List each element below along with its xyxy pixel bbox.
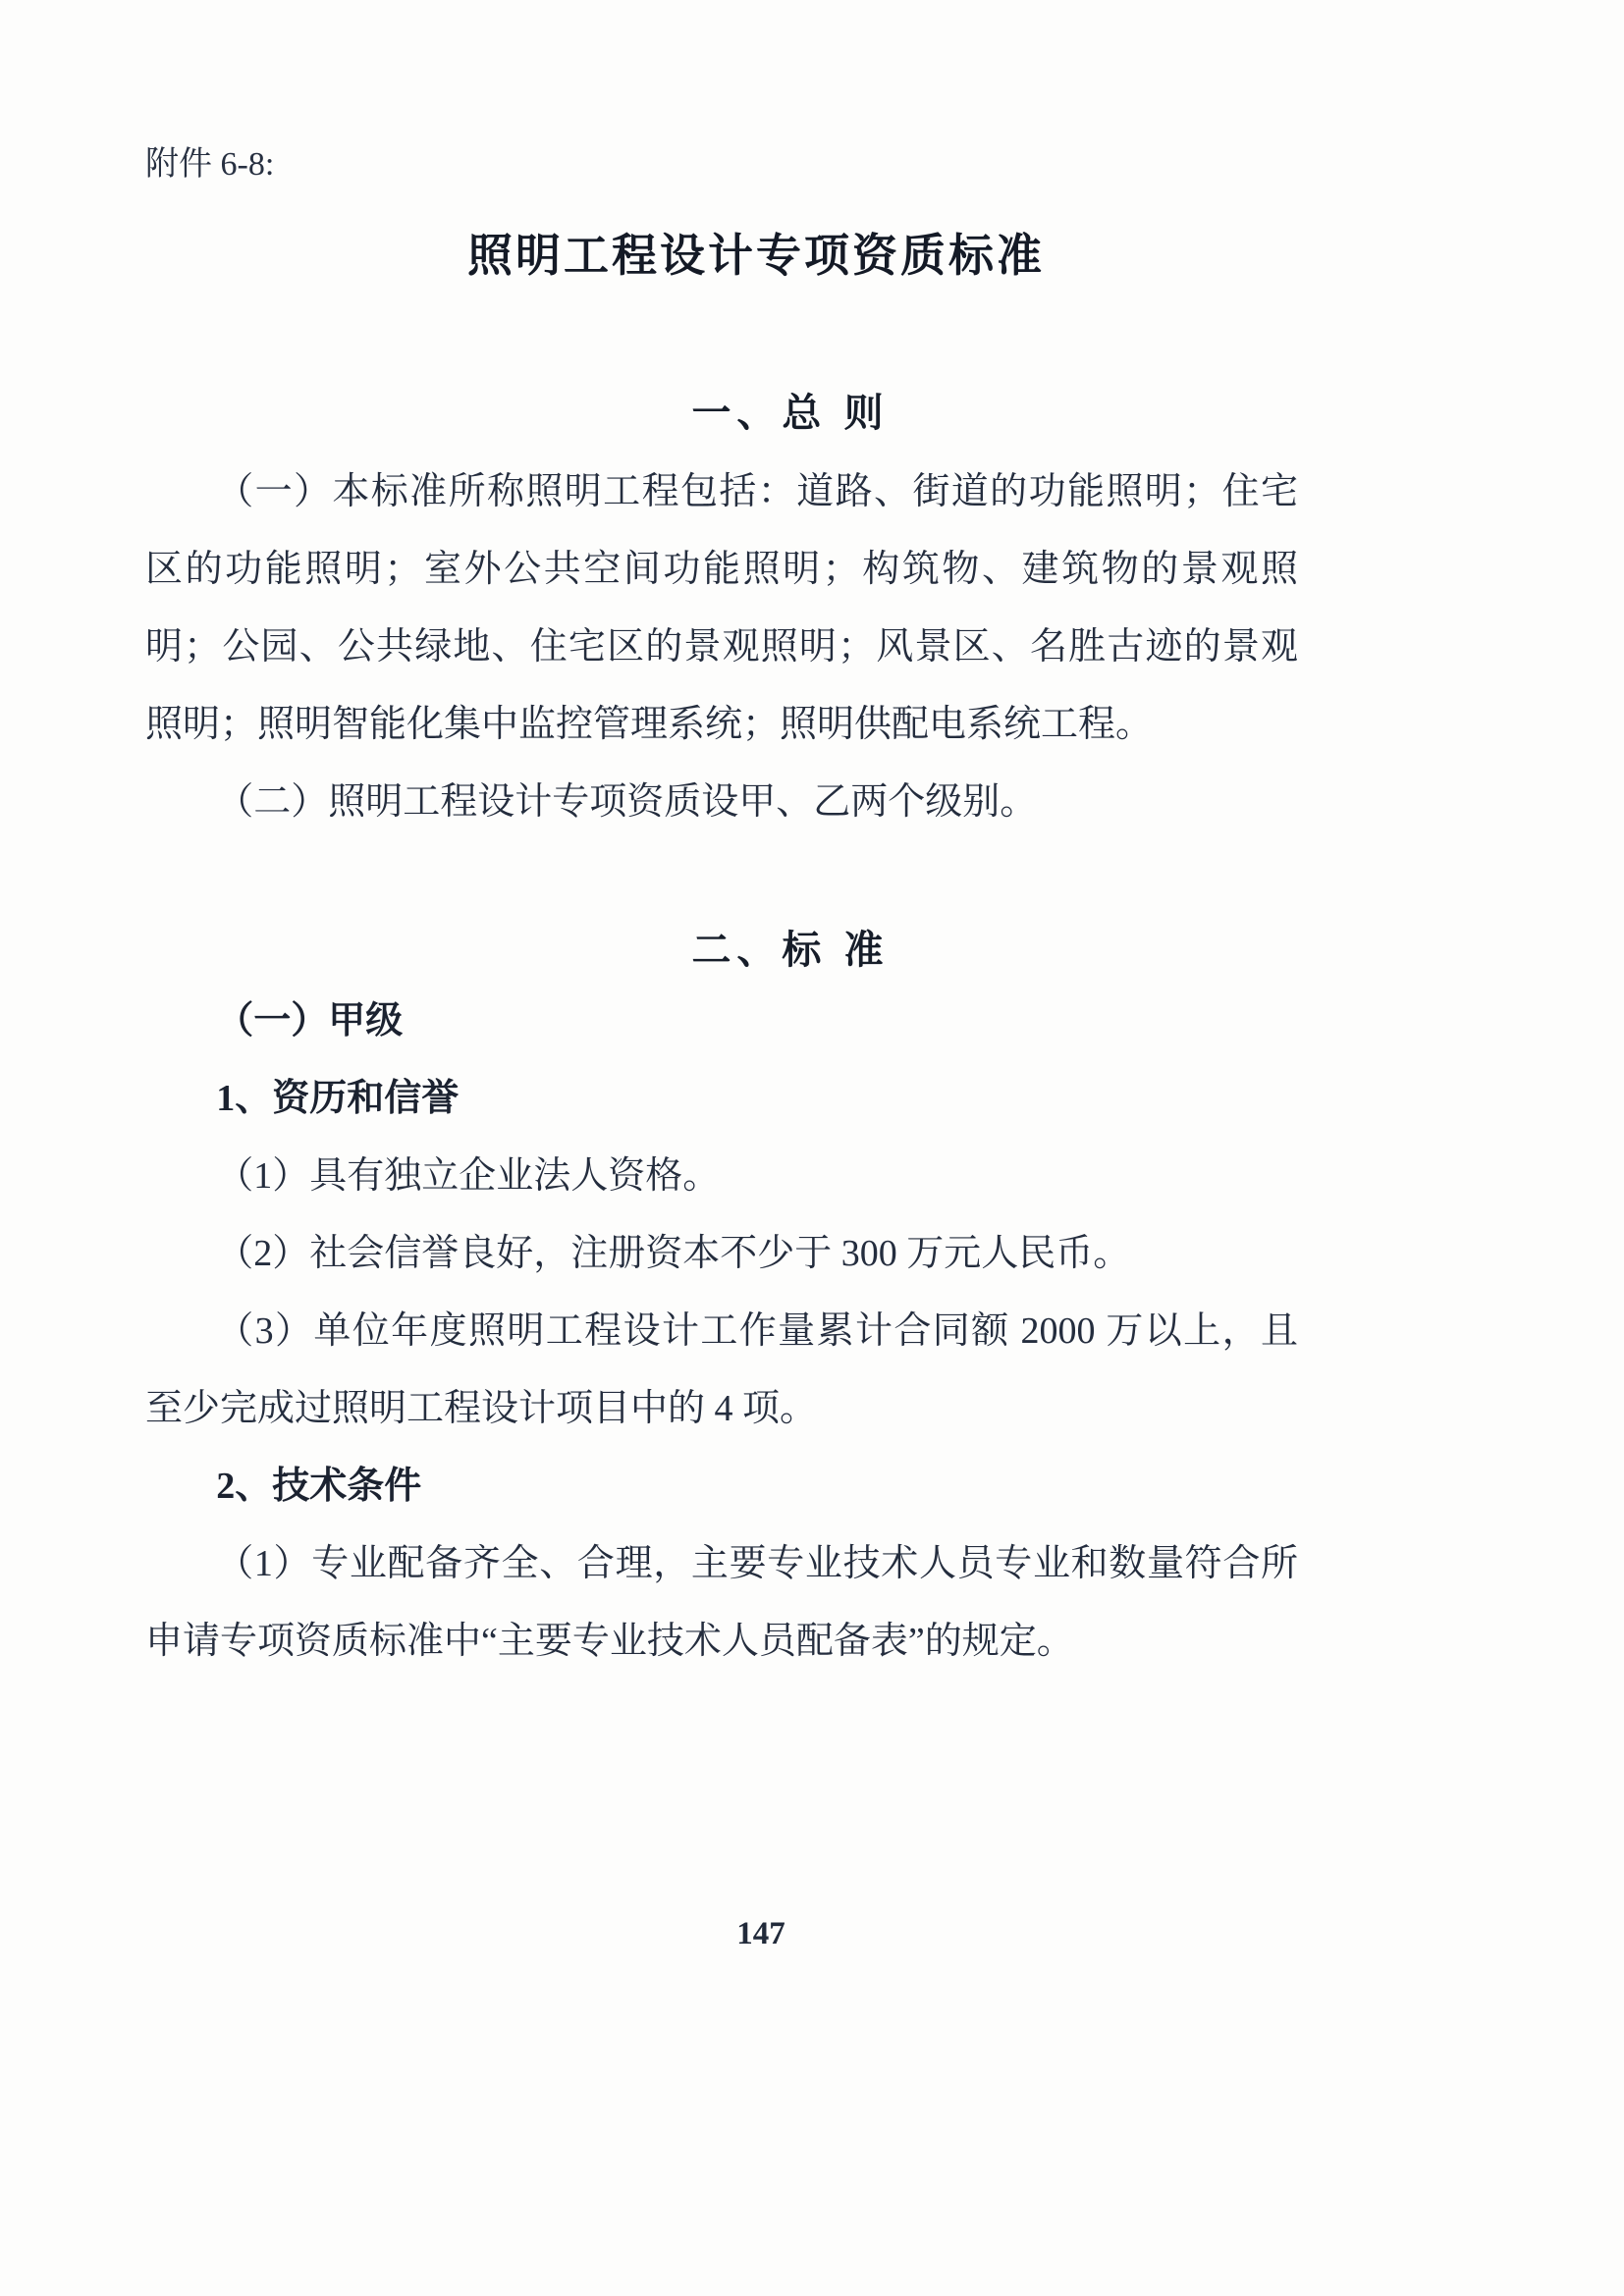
technical-conditions-heading: 2、技术条件 (216, 1466, 422, 1507)
qualification-clause-3: （3）单位年度照明工程设计工作量累计合同额 2000 万以上，且至少完成过照明工程设计项目中的 4 项。 (145, 1310, 1298, 1429)
document-title: 照明工程设计专项资质标准 (467, 230, 1045, 281)
page-number: 147 (736, 1916, 785, 1951)
general-paragraph-1: （一）本标准所称照明工程包括：道路、街道的功能照明；住宅区的功能照明；室外公共空间功能照明；构筑物、建筑物的景观照明；公园、公共绿地、住宅区的景观照明；风景区、名胜古迹的景观照明；照明智能化集中监控管理系统；照明供配电系统工程。 (145, 471, 1298, 745)
section-heading-standard: 二、标 准 (691, 929, 890, 972)
qualification-clause-2: （2）社会信誉良好，注册资本不少于 300 万元人民币。 (216, 1233, 1131, 1274)
technical-clause-1: （1）专业配备齐全、合理，主要专业技术人员专业和数量符合所申请专项资质标准中“主要专业技术人员配备表”的规定。 (145, 1543, 1298, 1662)
qualification-clause-1: （1）具有独立企业法人资格。 (216, 1155, 721, 1197)
grade-a-heading: （一）甲级 (216, 1000, 404, 1041)
section-heading-general: 一、总 则 (691, 392, 890, 435)
qualification-reputation-heading: 1、资历和信誉 (216, 1078, 460, 1119)
attachment-label: 附件 6-8: (145, 146, 275, 183)
general-paragraph-2: （二）照明工程设计专项资质设甲、乙两个级别。 (216, 781, 1038, 823)
